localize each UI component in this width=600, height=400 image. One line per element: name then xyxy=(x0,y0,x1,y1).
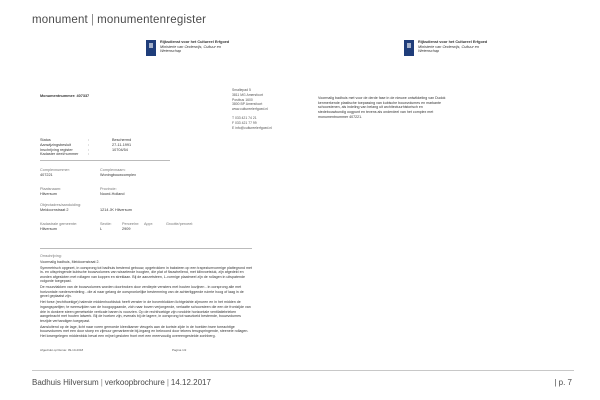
brand-name: monument xyxy=(32,14,88,26)
register-page-right xyxy=(308,36,570,156)
kadaster-header-sectie: Sectie: xyxy=(100,222,112,226)
status-labels: Status Aanwijzingsbesluit Inschrijving register Kadaster deel/nummer xyxy=(40,138,79,157)
page-indicator: Pagina 1/2 xyxy=(172,348,187,352)
provincie-value: Noord-Holland xyxy=(100,192,125,196)
crest-icon xyxy=(404,40,414,56)
brand-separator: | xyxy=(90,14,95,26)
kadaster-header-perceel: Perceelnr: xyxy=(122,222,140,226)
description-label: Omschrijving: xyxy=(40,254,62,258)
status-values: Beschermd 27-11-1991 10704/54 xyxy=(112,138,132,152)
footer-divider xyxy=(32,370,574,371)
monument-number-title: Monumentnummer: 407337 xyxy=(40,94,90,98)
logo-line-1: Rijksdienst voor het Cultureel Erfgoed xyxy=(160,40,230,44)
brand-section: monumentenregister xyxy=(97,14,207,26)
plaats-label: Plaatsnaam: xyxy=(40,187,62,191)
logo-line-3: Wetenschap xyxy=(418,49,440,54)
postcode-value: 1214 JK Hilversum xyxy=(100,208,132,212)
print-date: Afgedrukt op/Versie: 09-10-2018 xyxy=(40,348,84,352)
description-paragraph: Aansluitend op de lage, licht naar voren gemoede kleedkamer vleugels aan de kortste zijde in de hoeklen twee toreachtige bouwvolumes met een door stoep en zijmuur gemarkeerde bij-ingang en bekroond door tekens terugspringende, steenele rollagen. Het lowergelegen middenblok bevat een mijnel gesloten front met een meervoudig overeengestelde zonhberg. xyxy=(40,324,249,338)
crest-icon xyxy=(146,40,156,56)
divider xyxy=(40,248,252,249)
kadaster-gemeente: Hilversum xyxy=(40,227,57,231)
plaats-value: Hilversum xyxy=(40,192,57,196)
logo-line-3: Wetenschap xyxy=(160,49,182,54)
kadaster-sectie: L xyxy=(100,227,103,231)
complex-number-value: 407221 xyxy=(40,173,53,177)
kadaster-perceel: 2909 xyxy=(122,227,131,231)
provincie-label: Provincie: xyxy=(100,187,117,191)
footer-date: 14.12.2017 xyxy=(170,378,211,387)
complex-name-label: Complexnaam: xyxy=(100,168,126,172)
adres-label: Objectadres/aanduiding: xyxy=(40,203,82,207)
brochure-footer: Badhuis Hilversum | verkoopbrochure | 14.12.2017 xyxy=(32,378,211,387)
divider xyxy=(40,160,170,161)
register-page-left xyxy=(32,36,302,354)
contact-block: T 033 421 74 21 F 033 421 77 99 E info@cultureelerfgoed.nl xyxy=(232,116,273,130)
complex-number-label: Complexnummer: xyxy=(40,168,70,172)
logo-line-2: Ministerie van Onderwijs, Cultuur en xyxy=(418,44,479,49)
kadaster-header-gemeente: Kadastrale gemeente: xyxy=(40,222,78,226)
brand-header xyxy=(32,14,206,26)
logo-line-1: Rijksdienst voor het Cultureel Erfgoed xyxy=(418,40,488,44)
continuation-text: Voormalig badhuis met voor de derde fase in de nieuwe ontwikkeling van Dudok kenmerkende plastische toepassing van kubische bouwvolumes en markante schoorstenen, als indeling van belang uit architectuurhistorisch en stedebouwkundig oogpunt en tevens als onderdeel van het complex met monumentnummer 407221. xyxy=(318,96,446,119)
rce-logo-right xyxy=(404,40,488,56)
footer-title: Badhuis Hilversum xyxy=(32,378,99,387)
adres-value: Meidoornstraat 2 xyxy=(40,208,69,212)
description-paragraph: Symmetrisch opgezet, in oorsprong tot badhuis bestemd gebouw, opgetrokken in baksteen op een trapeziumvormige plattegrond met in- en uitspringende kubische bouwvolumes van wisselende hoogten, die plat of flauwhellend, met kilinvoetstuk, zijn afgedekt en worden afgesloten met rollagen van koppen en streklaan. Bij de aanzetsteen, L-vormige plaatmeel zijn de rollagen in uitspatende volgorde toegepast. xyxy=(40,265,252,284)
complex-name-value: Woningbouwcomplex xyxy=(100,173,137,177)
logo-line-2: Ministerie van Onderwijs, Cultuur en xyxy=(160,44,221,49)
description xyxy=(40,254,252,340)
footer-subtitle: verkoopbrochure xyxy=(104,378,165,387)
address-block: Smallepad 5 3811 MG Amersfoort Postbus 1600 3800 BP Amersfoort www.cultureelerfgoed.nl xyxy=(232,88,268,112)
kadaster-header-grootte: Grootte/perceel: xyxy=(166,222,194,226)
description-paragraph: De muurvlakken van de bouwvolumes worden doorbroken door verdiepte vensters met houten kozijnen - in oorsprong alle met horizontale roedenverdeling - die al naar gelang de oorspronkelijke bestemming van de achterliggende ruimte hoog of laag in de gevel geplaatst zijn. xyxy=(40,285,244,299)
description-paragraph: Voormalig badhuis, Meidoornstraat 2. xyxy=(40,259,100,264)
status-colons: : : : : xyxy=(88,138,90,157)
rce-logo-left xyxy=(146,40,230,56)
description-paragraph: Het forse (rechthoekige) halende middenhoofdstuk heeft venster in de bovenblokken lichtgelahte zijmuren en in het midden de ingangspartijen; te weerszijden van de hoogopgaande, zich naar boven verjongende, verlaatte schoorsteen die een de frontzijde van drie in donkere steen gemetselde verticale banen is voorzien. Op de rechthoekige zijn ronddrie horizontale ventilatiebrieken aangebracht met houten latwerk. Bij de hoeken zijn, evenals bij de lagere, in oorsprong tot wasvloeid bestemde, bouwvolumes terzijde verhandigen toegepast. xyxy=(40,300,251,323)
kadaster-header-appr: Appr: xyxy=(144,222,154,226)
footer-page-number: | p. 7 xyxy=(554,378,572,387)
